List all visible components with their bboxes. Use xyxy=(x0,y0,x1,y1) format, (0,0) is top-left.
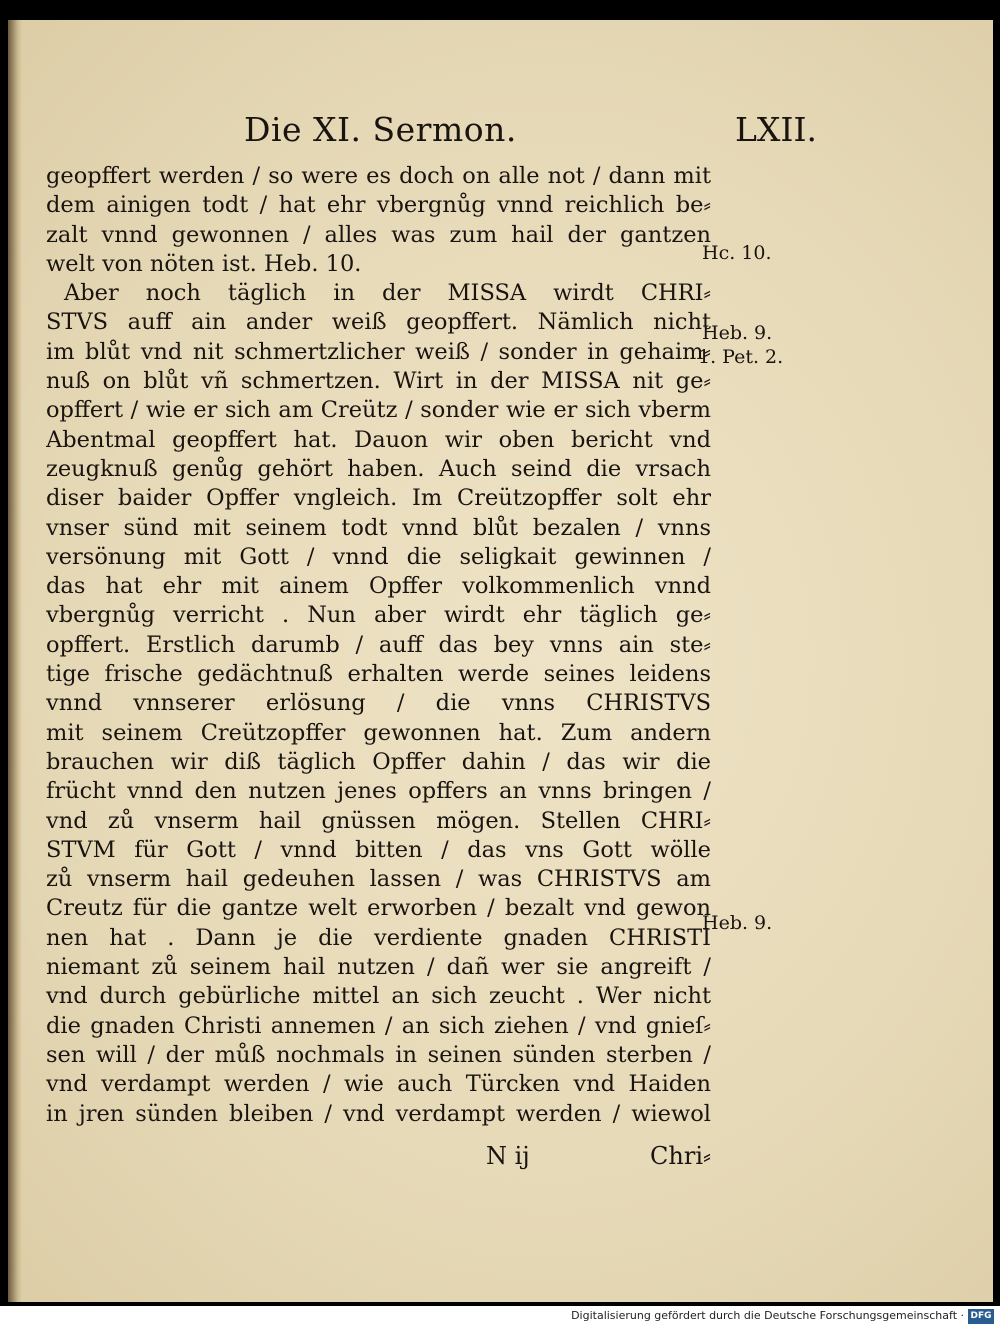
text-line: Creutz für die gantze welt erworben / bezalt vnd gewon xyxy=(46,895,711,922)
body-text xyxy=(46,162,711,1129)
catchword-line xyxy=(486,1142,711,1171)
text-line: diser baider Opffer vngleich. Im Creützopffer solt ehr xyxy=(46,485,711,512)
text-line: mit seinem Creützopffer gewonnen hat. Zum andern xyxy=(46,719,711,746)
text-line: welt von nöten ist. Heb. 10. xyxy=(46,250,362,277)
text-line: frücht vnnd den nutzen jenes opffers an vnns bringen / xyxy=(46,778,711,805)
margin-note: 1. Pet. 2. xyxy=(698,346,784,368)
text-line: das hat ehr mit ainem Opffer volkommenlich vnnd xyxy=(46,573,711,600)
text-line: in jren sünden bleiben / vnd verdampt werden / wiewol xyxy=(46,1100,711,1127)
page-spine-shadow xyxy=(8,20,22,1302)
text-line: zeugknuß genůg gehört haben. Auch seind die vrsach xyxy=(46,455,711,482)
text-line: vnnd vnnserer erlösung / die vnns CHRISTVS xyxy=(46,690,711,717)
margin-note: Heb. 9. xyxy=(702,912,773,934)
text-line: nen hat . Dann je die verdiente gnaden CHRISTI xyxy=(46,924,711,951)
text-line: Abentmal geopffert hat. Dauon wir oben bericht vnd xyxy=(46,426,711,453)
text-line: sen will / der můß nochmals in seinen sünden sterben / xyxy=(46,1041,711,1068)
book-page xyxy=(8,20,993,1302)
text-line: vbergnůg verricht . Nun aber wirdt ehr täglich ge⸗ xyxy=(46,602,711,629)
text-line: geopffert werden / so were es doch on alle not / dann mit xyxy=(46,163,711,189)
text-line: im blůt vnd nit schmertzlicher weiß / sonder in gehaim⸗ xyxy=(46,338,711,365)
folio-number: LXII. xyxy=(735,110,817,149)
text-line: vnd durch gebürliche mittel an sich zeucht . Wer nicht xyxy=(46,983,711,1010)
text-line: dem ainigen todt / hat ehr vbergnůg vnnd reichlich be⸗ xyxy=(46,192,711,219)
text-line: opffert. Erstlich darumb / auff das bey vnns ain ste⸗ xyxy=(46,631,711,658)
text-line: niemant zů seinem hail nutzen / dañ wer sie angreift / xyxy=(46,954,711,981)
text-line: STVS auff ain ander weiß geopffert. Nämlich nicht xyxy=(46,309,711,336)
funding-notice: Digitalisierung gefördert durch die Deutsche Forschungsgemeinschaft · xyxy=(571,1309,964,1322)
text-line: vnser sünd mit seinem todt vnnd blůt bezalen / vnns xyxy=(46,514,711,541)
text-line: vnd verdampt werden / wie auch Türcken vnd Haiden xyxy=(46,1071,711,1098)
text-line: vnd zů vnserm hail gnüssen mögen. Stellen CHRI⸗ xyxy=(46,807,711,834)
text-line: tige frische gedächtnuß erhalten werde seines leidens xyxy=(46,661,711,688)
margin-note: Hc. 10. xyxy=(702,242,772,264)
text-line: STVM für Gott / vnnd bitten / das vns Gott wölle xyxy=(46,836,711,863)
dfg-logo: DFG xyxy=(968,1309,994,1324)
text-line: zů vnserm hail gedeuhen lassen / was CHRISTVS am xyxy=(46,866,711,893)
text-line: nuß on blůt vñ schmertzen. Wirt in der MISSA nit ge⸗ xyxy=(46,368,711,395)
text-line: brauchen wir diß täglich Opffer dahin / das wir die xyxy=(46,748,711,775)
text-line: Aber noch täglich in der MISSA wirdt CHRI⸗ xyxy=(64,280,711,307)
text-line: zalt vnnd gewonnen / alles was zum hail der gantzen xyxy=(46,221,711,248)
running-header: Die XI. Sermon. xyxy=(244,110,517,149)
text-line: versönung mit Gott / vnnd die seligkait gewinnen / xyxy=(46,543,711,570)
catchword: Chri⸗ xyxy=(650,1142,711,1170)
margin-note: Heb. 9. xyxy=(702,322,773,344)
text-line: opffert / wie er sich am Creütz / sonder wie er sich vberm xyxy=(46,397,711,424)
text-line: die gnaden Christi annemen / an sich ziehen / vnd gnieſ⸗ xyxy=(46,1012,711,1039)
signature-mark: N ij xyxy=(486,1142,530,1170)
footer-bar xyxy=(0,1306,1000,1328)
